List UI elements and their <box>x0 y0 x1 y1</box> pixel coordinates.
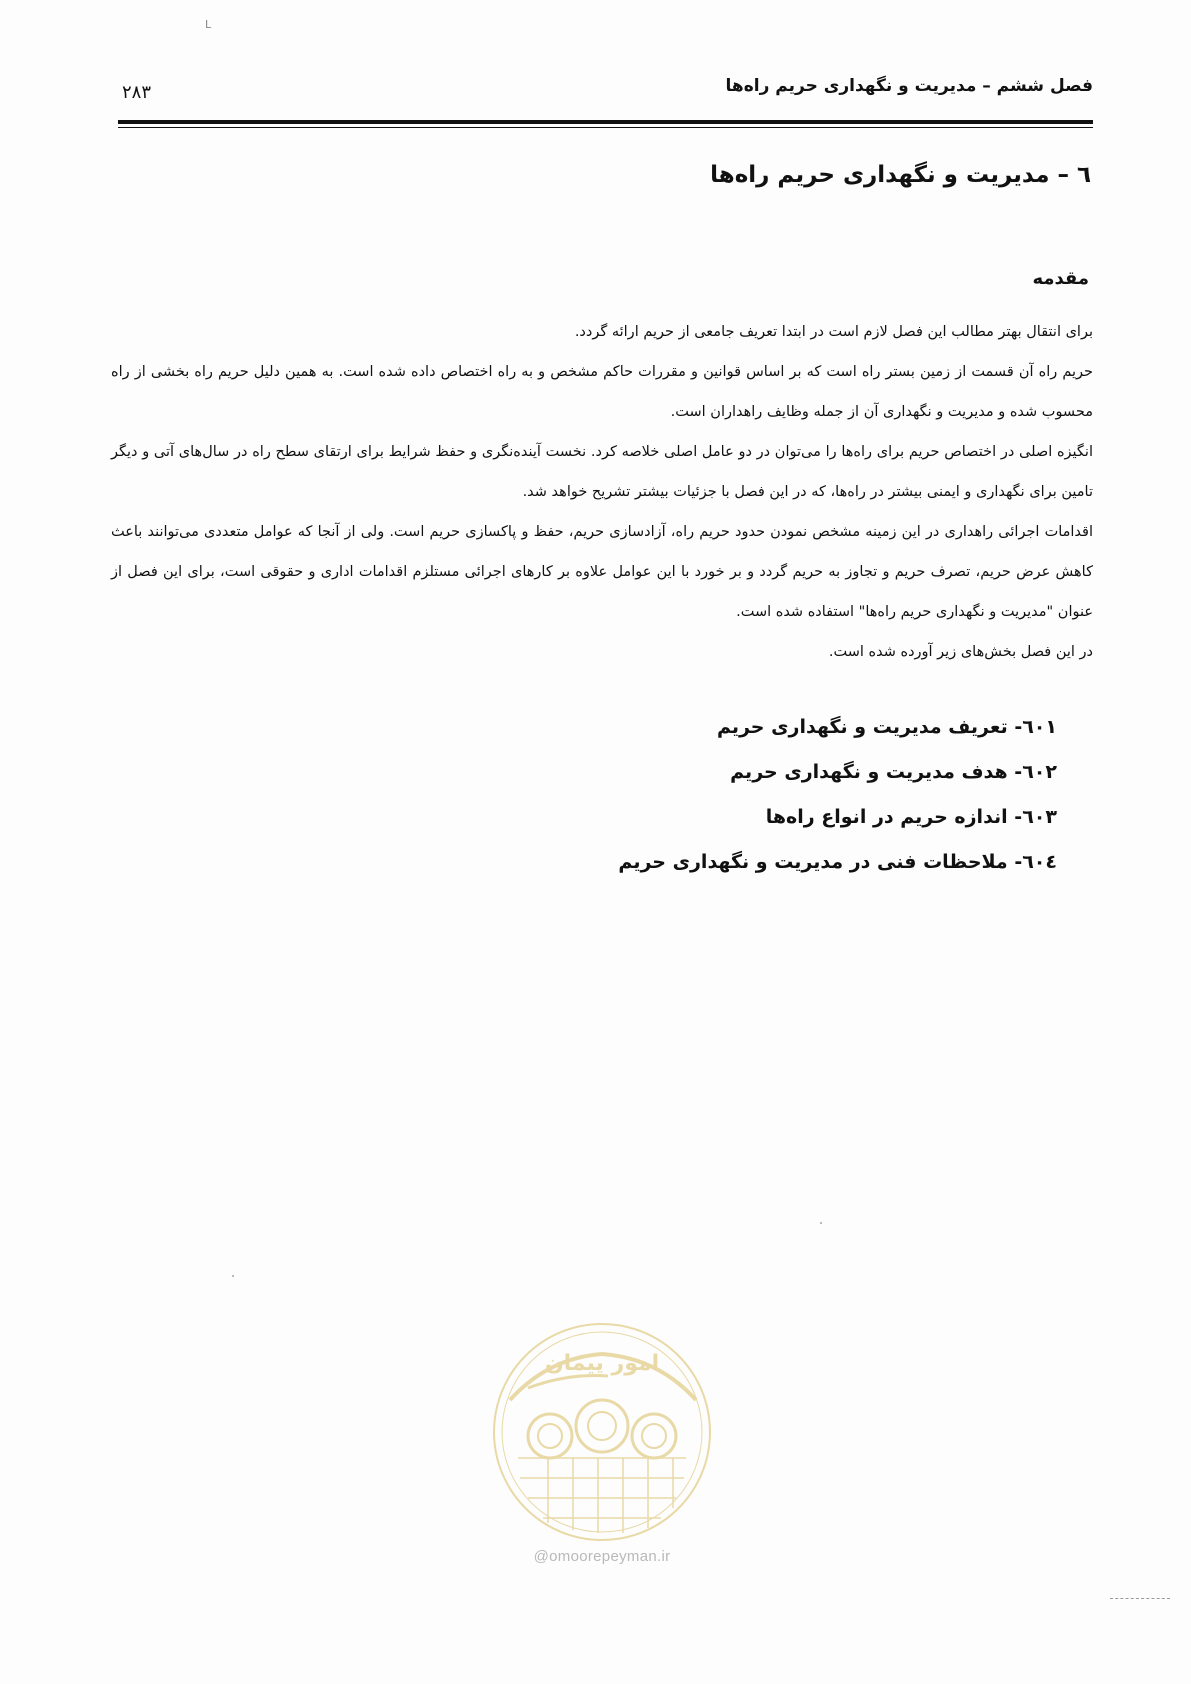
paragraph: اقدامات اجرائی راهداری در این زمینه مشخص نمودن حدود حریم راه، آزادسازی حریم، حفظ و پاکسازی حریم است. ولی از آنجا که عوامل متعددی می‌توانند باعث کاهش عرض حریم، تصرف حریم و تجاوز به حریم گردد و بر خورد با این عوامل علاوه بر کارهای اجرائی مستلزم اقدامات اداری و حقوقی است، برای این فصل از عنوان "مدیریت و نگهداری حریم راه‌ها" استفاده شده است. <box>111 524 1093 620</box>
scan-speck <box>820 1222 822 1224</box>
watermark-stamp <box>488 1318 716 1546</box>
scan-speck <box>232 1275 234 1277</box>
running-header-title: فصل ششم – مدیریت و نگهداری حریم راه‌ها <box>725 76 1093 96</box>
header-rule-thin <box>118 127 1093 128</box>
watermark-logo-text: امور پیمان <box>544 1351 660 1376</box>
watermark-logo-icon <box>488 1318 716 1546</box>
margin-mark <box>1110 1598 1170 1600</box>
chapter-heading: ٦ – مدیریت و نگهداری حریم راه‌ها <box>710 162 1091 188</box>
section-item-604: ٦٠٤- ملاحظات فنی در مدیریت و نگهداری حریم <box>618 851 1057 873</box>
paragraph: انگیزه اصلی در اختصاص حریم برای راه‌ها را می‌توان در دو عامل اصلی خلاصه کرد. نخست آینده‌نگری و حفظ شرایط برای ارتقای سطح راه در سال‌های آتی و دیگر تامین برای نگهداری و ایمنی بیشتر در راه‌ها، که در این فصل با جزئیات بیشتر تشریح خواهد شد. <box>111 444 1093 500</box>
section-item-601: ٦٠١- تعریف مدیریت و نگهداری حریم <box>716 716 1057 738</box>
paragraph: در این فصل بخش‌های زیر آورده شده است. <box>828 644 1093 660</box>
scan-artifact: L <box>205 18 212 31</box>
paragraph: حریم راه آن قسمت از زمین بستر راه است که بر اساس قوانین و مقررات حاکم مشخص و به راه اختصاص داده شده است. به همین دلیل حریم راه بخشی از راه محسوب شده و مدیریت و نگهداری آن از جمله وظایف راهداران است. <box>111 364 1093 420</box>
page-number: ۲۸۳ <box>122 82 152 103</box>
intro-body <box>111 312 1093 672</box>
header-rule-thick <box>118 120 1093 124</box>
page-header <box>118 76 1093 116</box>
paragraph: برای انتقال بهتر مطالب این فصل لازم است در ابتدا تعریف جامعی از حریم ارائه گردد. <box>574 324 1093 340</box>
intro-heading: مقدمه <box>1032 268 1089 289</box>
watermark-url: @omoorepeyman.ir <box>533 1548 671 1565</box>
section-list <box>457 705 1057 885</box>
section-item-602: ٦٠٢- هدف مدیریت و نگهداری حریم <box>730 761 1057 783</box>
section-item-603: ٦٠٣- اندازه حریم در انواع راه‌ها <box>765 806 1057 828</box>
